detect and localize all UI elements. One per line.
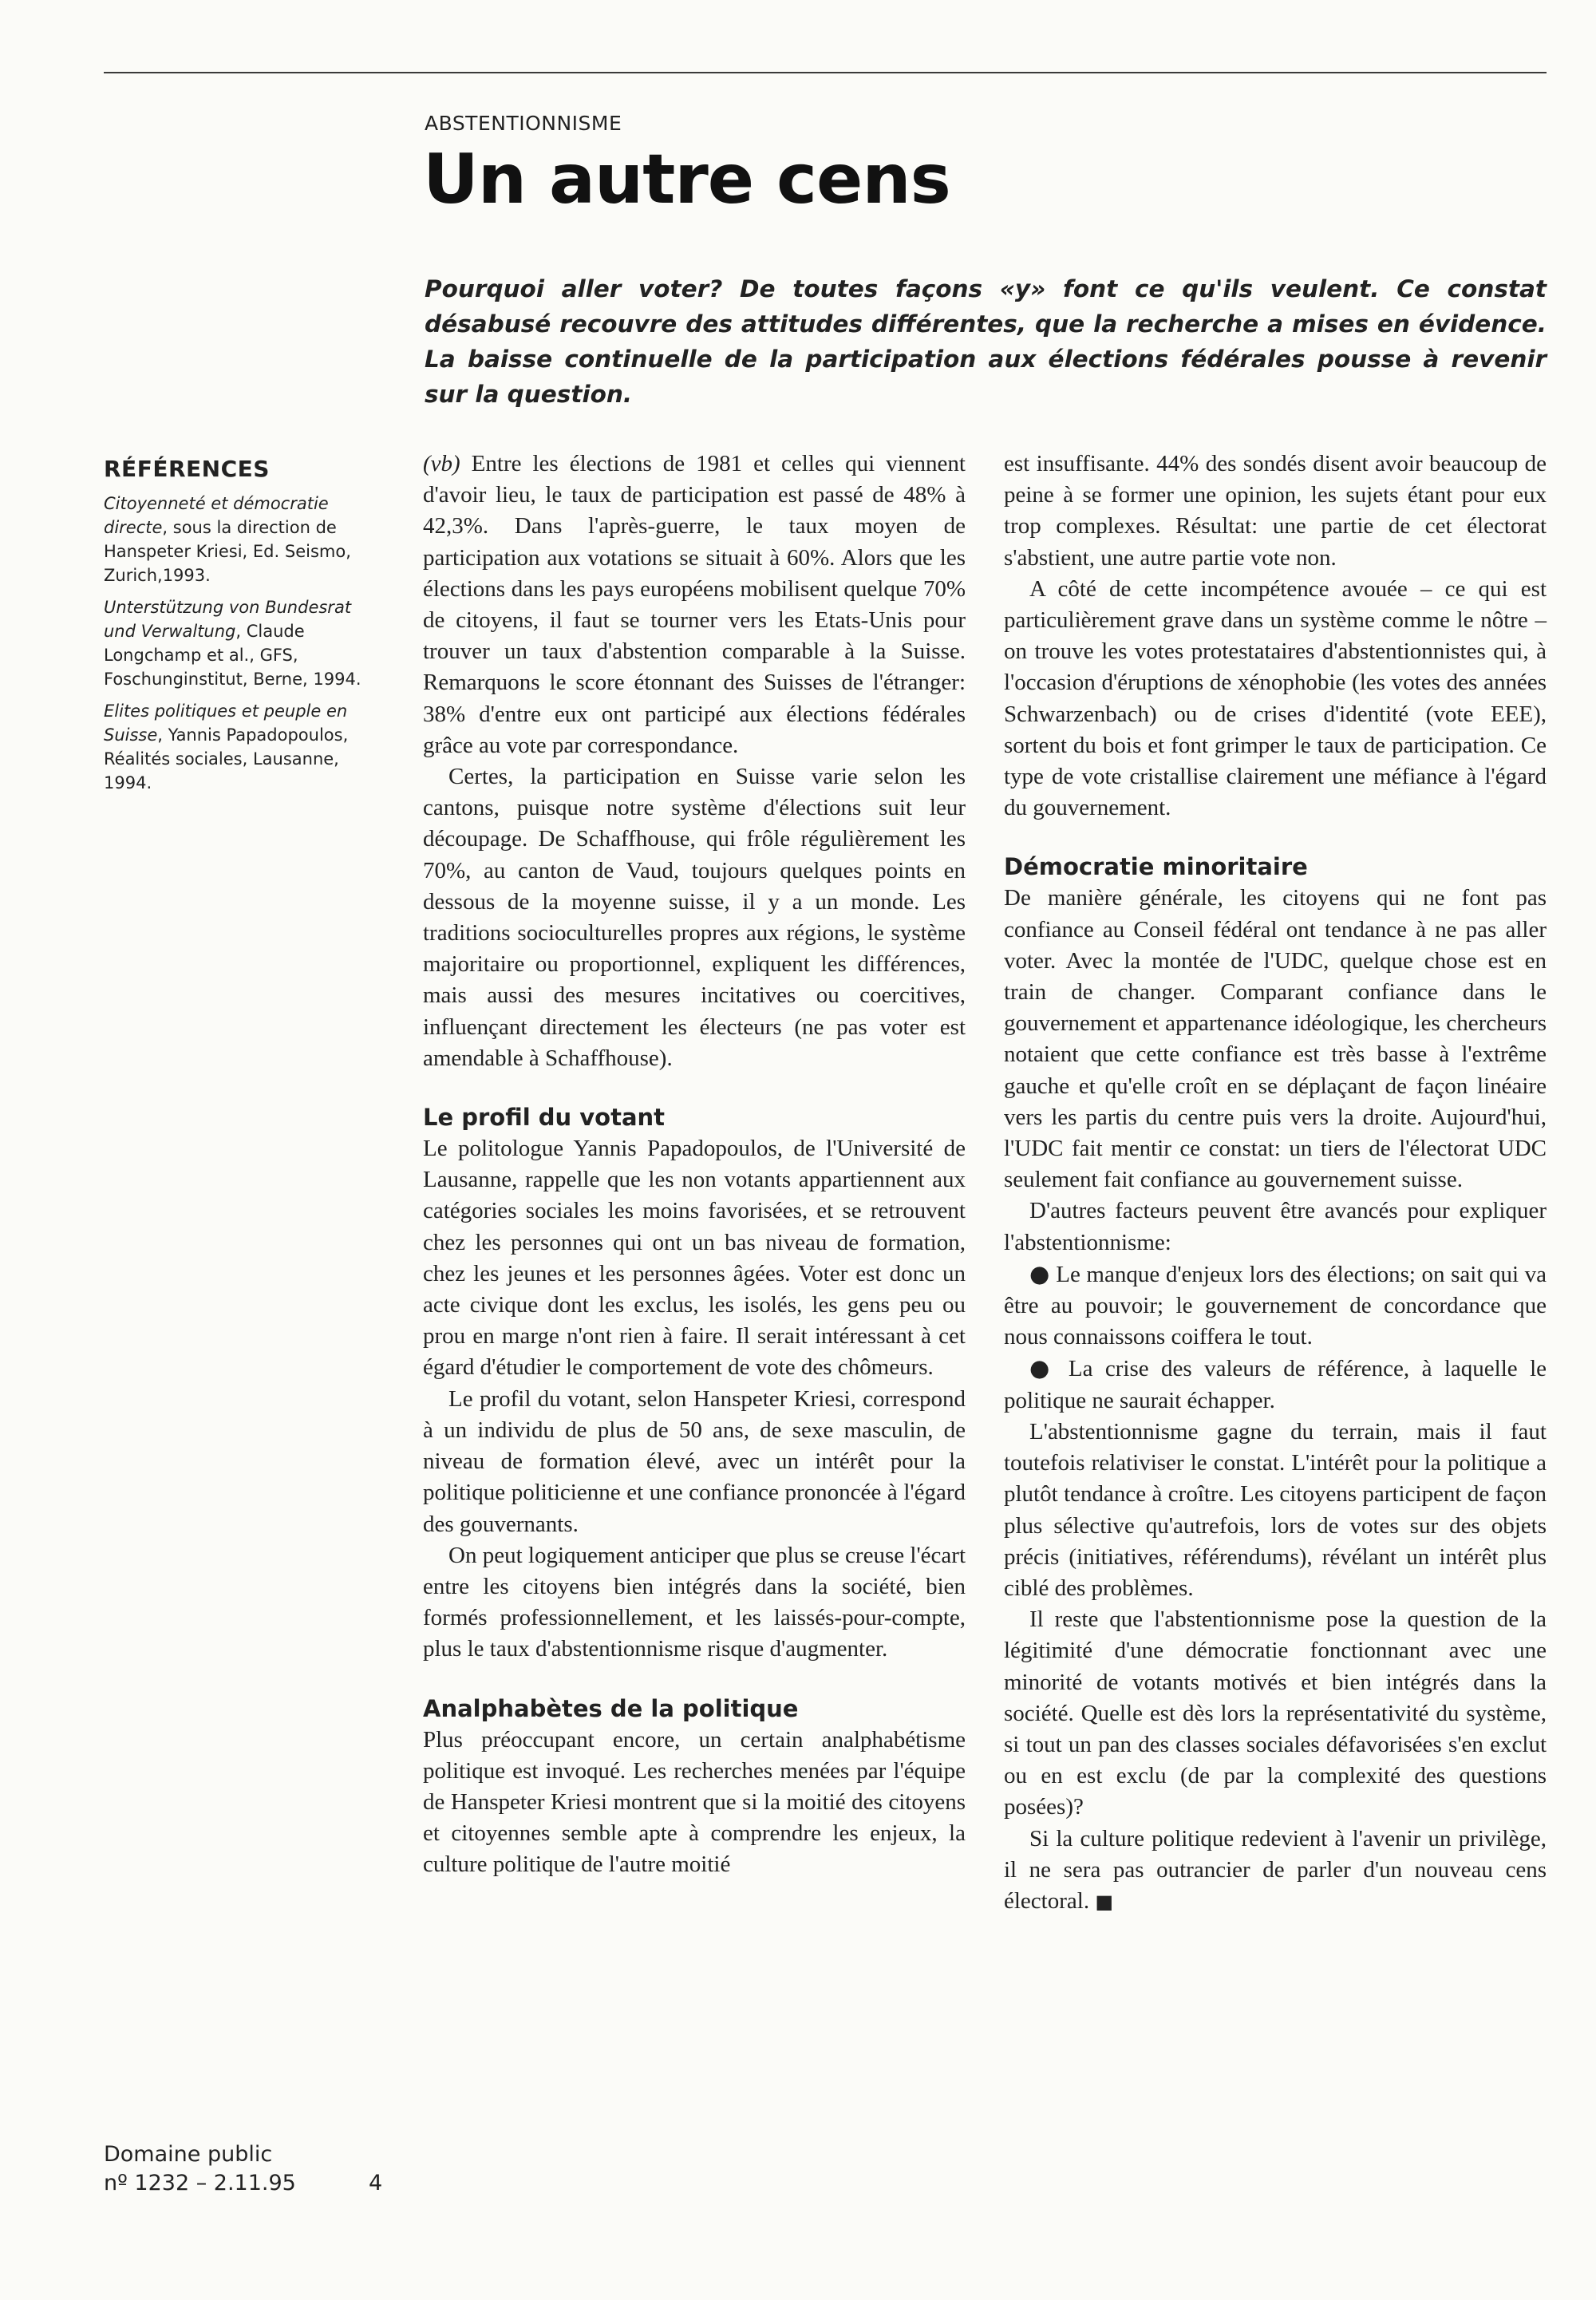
publication-name: Domaine public (104, 2142, 273, 2167)
article-title: Un autre cens (423, 140, 950, 219)
article-paragraph: De manière générale, les citoyens qui ne font pas confiance au Conseil fédéral ont tendance à ne pas aller voter. Avec la montée de l'UDC, quelque chose est en train de changer. Comparant confiance dans le gouvernement et appartenance idéologique, les chercheurs notaient que cette confiance est très basse à l'extrême gauche et qu'elle croît en se déplaçant de façon linéaire vers les partis du centre puis vers la droite. Aujourd'hui, l'UDC fait mentir ce constat: un tiers de l'électorat UDC seulement fait confiance au gouvernement suisse. (1004, 885, 1547, 1193)
bullet-item: ● La crise des valeurs de référence, à laquelle le politique ne saurait échapper. (1004, 1354, 1547, 1413)
article-column-1 (423, 449, 966, 1881)
reference-title: Citoyenneté et démocratie directe (104, 494, 329, 537)
subheading-analphabetes: Analphabètes de la politique (423, 1694, 799, 1722)
article-column-2 (1004, 449, 1547, 1918)
reference-item (104, 492, 379, 587)
bullet-item: ● Le manque d'enjeux lors des élections; on sait qui va être au pouvoir; le gouvernement de concordance que nous connaissons coiffera le tout. (1004, 1259, 1547, 1350)
page-footer (104, 2140, 391, 2198)
article-paragraph: Si la culture politique redevient à l'avenir un privilège, il ne sera pas outrancier de parler d'un nouveau cens électoral. ■ (1004, 1825, 1547, 1914)
article-paragraph: D'autres facteurs peuvent être avancés pour expliquer l'abstentionnisme: (1004, 1198, 1547, 1255)
subheading-profil: Le profil du votant (423, 1104, 666, 1132)
top-rule (104, 72, 1547, 73)
page-number: 4 (369, 2171, 383, 2195)
issue-number: nº 1232 – 2.11.95 (104, 2171, 296, 2195)
article-paragraph: A côté de cette incompétence avouée – ce qui est particulièrement grave dans un système comme le nôtre – on trouve les votes protestataires d'abstentionnistes qui, à l'occasion d'éruptions de xénophobie (les votes des années Schwarzenbach) ou de crises d'identité (vote EEE), sortent du bois et font grimper le taux de participation. Ce type de vote cristallise clairement une méfiance à l'égard du gouvernement. (1004, 575, 1547, 821)
reference-item (104, 595, 379, 691)
article-paragraph: On peut logiquement anticiper que plus se creuse l'écart entre les citoyens bien intégrés dans la société, bien formés professionnellement, et les laissés-pour-compte, plus le taux d'abstentionnisme risque d'augmenter. (423, 1542, 966, 1662)
article-paragraph: L'abstentionnisme gagne du terrain, mais il faut toutefois relativiser le constat. L'intérêt pour la politique a plutôt tendance à croître. Les citoyens participent de façon plus sélective qu'autrefois, lors de votes sur des objets précis (initiatives, référendums), révélant un intérêt plus ciblé des problèmes. (1004, 1418, 1547, 1601)
reference-details: , Yannis Papadopoulos, Réalités sociales, Lausanne, 1994. (104, 725, 349, 792)
end-mark-icon: ■ (1095, 1890, 1114, 1913)
bullet-icon: ● (1029, 1259, 1050, 1287)
section-kicker: ABSTENTIONNISME (425, 112, 622, 135)
article-paragraph: est insuffisante. 44% des sondés disent avoir beaucoup de peine à se former une opinion, les sujets étant pour eux trop complexes. Résultat: une partie de cet électorat s'abstient, une autre partie vote non. (1004, 451, 1547, 571)
article-paragraph: Il reste que l'abstentionnisme pose la question de la légitimité d'une démocratie fonctionnant avec une minorité de votants motivés et bien intégrés dans la société. Quelle est dès lors la représentativité du système, si tout un pan des classes sociales défavorisées s'en exclut ou en est exclu (de par la complexité des questions posées)? (1004, 1606, 1547, 1820)
article-paragraph: Le politologue Yannis Papadopoulos, de l'Université de Lausanne, rappelle que les non votants appartiennent aux catégories sociales les moins favorisées, et se retrouvent chez les personnes qui ont un bas niveau de formation, chez les jeunes et les personnes âgées. Voter est donc un acte civique dont les exclus, les isolés, les gens peu ou prou en marge n'ont rien à faire. Il serait intéressant à cet égard d'étudier le comportement de vote des chômeurs. (423, 1136, 966, 1381)
subheading-democratie: Démocratie minoritaire (1004, 853, 1308, 881)
bullet-icon: ● (1029, 1354, 1057, 1382)
reference-title: Unterstützung von Bundesrat und Verwaltung (104, 598, 352, 641)
reference-details: , sous la direction de Hanspeter Kriesi, Ed. Seismo, Zurich,1993. (104, 518, 351, 585)
article-paragraph: Plus préoccupant encore, un certain analphabétisme politique est invoqué. Les recherches menées par l'équipe de Hanspeter Kriesi montrent que si la moitié des citoyens et citoyennes semble apte à comprendre les enjeux, la culture politique de l'autre moitié (423, 1726, 966, 1878)
references-sidebar (104, 453, 379, 803)
article-paragraph: Le profil du votant, selon Hanspeter Kriesi, correspond à un individu de plus de 50 ans, de sexe masculin, de niveau de formation élevé, avec un intérêt pour la politique politicienne et une confiance prononcée à l'égard des gouvernants. (423, 1385, 966, 1537)
reference-details: , Claude Longchamp et al., GFS, Foschunginstitut, Berne, 1994. (104, 622, 361, 689)
reference-title: Elites politiques et peuple en Suisse (104, 701, 348, 745)
references-heading: RÉFÉRENCES (104, 456, 270, 482)
reference-item (104, 699, 379, 795)
article-paragraph: (vb) Entre les élections de 1981 et celles qui viennent d'avoir lieu, le taux de participation est passé de 48% à 42,3%. Dans l'après-guerre, le taux moyen de participation aux votations se situait à 60%. Alors que les élections dans les pays européens mobilisent quelque 70% de citoyens, il faut se tourner vers les Etats-Unis pour trouver un taux d'abstention comparable à la Suisse. Remarquons le score étonnant des Suisses de l'étranger: 38% d'entre eux ont participé aux élections fédérales grâce au vote par correspondance. (423, 451, 966, 758)
article-lead: Pourquoi aller voter? De toutes façons «y» font ce qu'ils veulent. Ce constat désabusé recouvre des attitudes différentes, que la recherche a mises en évidence. La baisse continuelle de la participation aux élections fédérales pousse à revenir sur la question. (425, 275, 1547, 408)
byline: (vb) (423, 451, 460, 476)
article-paragraph: Certes, la participation en Suisse varie selon les cantons, puisque notre système d'élections suit leur découpage. De Schaffhouse, qui frôle régulièrement les 70%, au canton de Vaud, toujours quelques points en dessous de la moyenne suisse, il y a un monde. Les traditions socioculturelles propres aux régions, le système majoritaire ou proportionnel, expliquent les différences, mais aussi des mesures incitatives ou coercitives, influençant directement les électeurs (ne pas voter est amendable à Schaffhouse). (423, 764, 966, 1071)
